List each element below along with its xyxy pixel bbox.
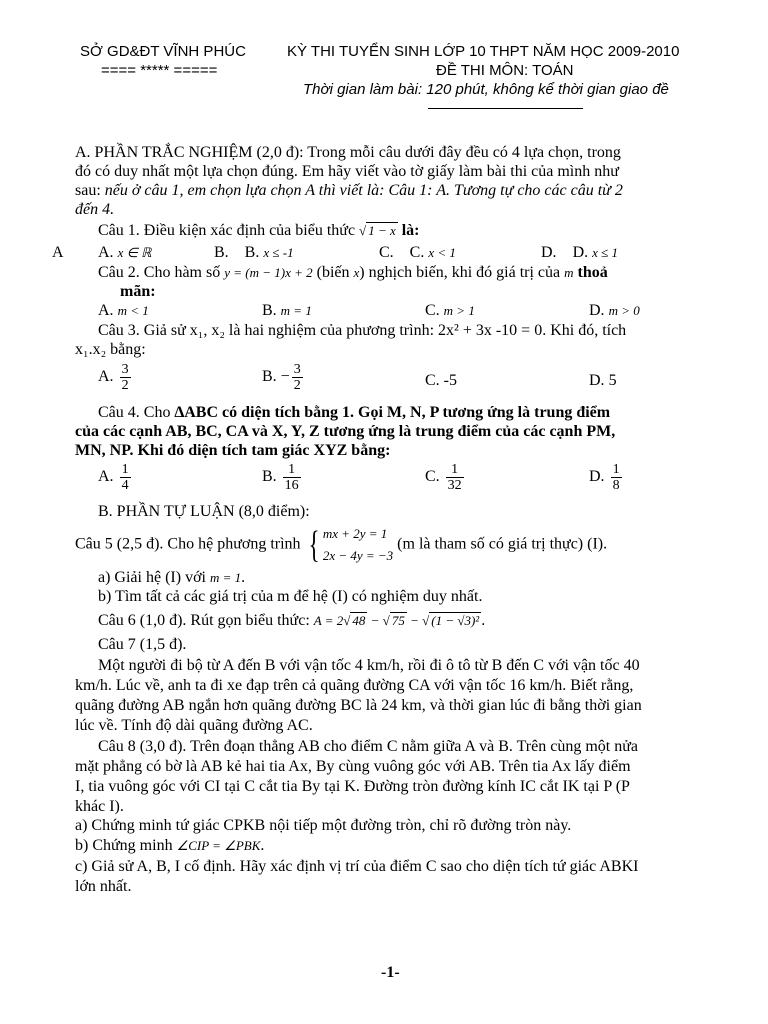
q3-option-d-label: D. [589, 372, 605, 389]
q6-radicand-1: 48 [352, 613, 366, 628]
q1-option-a [98, 243, 151, 262]
q3-option-b-fraction [292, 362, 303, 393]
q4-line3: MN, NP. Khi đó diện tích tam giác XYZ bằng: [75, 442, 391, 459]
part-a-line3 [75, 181, 623, 200]
q2-option-c [425, 301, 475, 320]
department-decoration: ==== ***** ===== [101, 62, 218, 79]
q4-option-a-label: A. [98, 468, 114, 486]
q4-option-a-den: 4 [121, 478, 129, 493]
part-b-title: B. PHẦN TỰ LUẬN (8,0 điểm): [98, 503, 310, 520]
q2-variable: x [353, 265, 360, 280]
q4-option-c-label: C. [425, 468, 440, 486]
q5-part-b: b) Tìm tất cả các giá trị của m để hệ (I) có nghiệm duy nhất. [98, 588, 483, 605]
q8-part-a: a) Chứng minh tứ giác CPKB nội tiếp một đường tròn, chỉ rõ đường tròn này. [75, 817, 572, 834]
time-note: Thời gian làm bài: 120 phút, không kể thời gian giao đề [303, 81, 669, 98]
q2-option-c-label: C. [425, 302, 440, 319]
q8-line4: khác I). [75, 798, 124, 815]
q4-option-c-num: 1 [446, 462, 464, 478]
part-a-line3-italic: nếu ở câu 1, em chọn lựa chọn A thì viết là: Câu 1: A. Tương tự cho các câu từ 2 [104, 182, 623, 199]
q4-option-d-fraction [611, 462, 622, 493]
q3-option-b-num: 3 [293, 362, 301, 377]
q1-option-d-label: D. [572, 244, 589, 261]
q8-part-b-end: . [260, 837, 265, 854]
q8-line2: mặt phẳng có bờ là AB kẻ hai tia Ax, By cùng vuông góc với AB. Trên tia Ax lấy điểm [75, 758, 631, 775]
q1-option-c [379, 243, 456, 262]
q1-option-c-pre: C. [379, 244, 394, 261]
part-a-line2: đó có duy nhất một lựa chọn đúng. Em hãy viết vào tờ giấy làm bài thi của mình như [75, 163, 619, 180]
q3-option-c-label: C. [425, 372, 440, 389]
q8-line1: Câu 8 (3,0 đ). Trên đoạn thẳng AB cho điểm C nằm giữa A và B. Trên cùng một nửa [98, 738, 638, 755]
department-name: SỞ GD&ĐT VĨNH PHÚC [80, 43, 246, 60]
q5-eq1: mx + 2y = 1 [322, 526, 388, 541]
q1-option-b-pre: B. [214, 244, 229, 261]
part-a-line3-plain: sau: [75, 182, 105, 199]
q7-line2: km/h. Lúc về, anh ta đi xe đạp trên cả quãng đường CA với vận tốc 16 km/h. Biết rằng, [75, 677, 634, 694]
q4-option-d [589, 462, 624, 493]
q7-line3: quãng đường AB ngắn hơn quãng đường BC là 24 km, và thời gian lúc đi bằng thời gian [75, 697, 642, 714]
q6-radicand-2: 75 [391, 613, 405, 628]
q3-option-d [589, 371, 617, 390]
q7-line4: lúc về. Tính độ dài quãng đường AC. [75, 717, 313, 734]
q1-option-c-label: C. [409, 244, 425, 261]
q5-stem-end: (m là tham số có giá trị thực) (I). [397, 535, 608, 553]
q3-option-a [98, 362, 133, 393]
q4-option-d-num: 1 [612, 462, 620, 477]
q2-stem-d: thoả [577, 264, 608, 281]
q4-line2: của các cạnh AB, BC, CA và X, Y, Z tương ứng là trung điểm của các cạnh PM, [75, 423, 616, 440]
q3-option-b-label: B. [262, 368, 277, 386]
q2-option-b-label: B. [262, 302, 277, 319]
q2-option-b [262, 301, 312, 320]
q8-part-b-text: b) Chứng minh [75, 837, 173, 854]
q4-option-b [262, 462, 303, 493]
q2-function: y = (m − 1)x + 2 [224, 265, 313, 280]
q2-option-a-value: m < 1 [117, 303, 149, 318]
q3-option-b-sign: − [280, 368, 290, 386]
q3-line2: x₁.x₂ bằng: [75, 341, 146, 358]
q5-part-a [98, 568, 245, 587]
page-number: -1- [381, 964, 400, 981]
q2-stem-e: mãn: [120, 283, 156, 300]
q1-option-b [214, 243, 294, 262]
q6-end: . [481, 612, 486, 629]
q3-option-c-value: -5 [443, 372, 457, 389]
part-a-title: A. PHẦN TRẮC NGHIỆM (2,0 đ): Trong mỗi câu dưới đây đều có 4 lựa chọn, trong [75, 144, 621, 161]
q1-option-d-pre: D. [541, 244, 557, 261]
q3-option-a-den: 2 [121, 378, 129, 393]
q4-option-b-den: 16 [284, 478, 299, 493]
q2-option-c-value: m > 1 [443, 303, 475, 318]
q2-option-a [98, 301, 149, 320]
q4-line1 [98, 403, 610, 422]
q1-option-a-label: A. [98, 244, 114, 261]
q2-stem [98, 263, 608, 282]
q5-stem [75, 523, 607, 567]
q8-line3: I, tia vuông góc với CI tại C cắt tia By tại K. Đường tròn đường kính IC cắt IK tại P (P [75, 778, 630, 795]
exam-subject: ĐỀ THI MÔN: TOÁN [436, 62, 574, 79]
q1-option-b-value: x ≤ -1 [263, 245, 294, 260]
q3-option-c [425, 371, 457, 390]
q2-option-d [589, 301, 640, 320]
q4-option-b-label: B. [262, 468, 277, 486]
part-a-line4: đến 4. [75, 201, 115, 218]
q3-option-d-value: 5 [608, 372, 617, 389]
q1-sqrt-expr: √ 1 − x [359, 223, 396, 238]
q3-option-b-den: 2 [293, 378, 301, 393]
exam-title: KỲ THI TUYỂN SINH LỚP 10 THPT NĂM HỌC 2009-2010 [287, 43, 680, 60]
q4-option-d-label: D. [589, 468, 605, 486]
header-rule [428, 108, 583, 109]
q5-system [323, 523, 393, 567]
q1-radicand: 1 − x [368, 223, 396, 238]
q1-stem-text: Câu 1. Điều kiện xác định của biểu thức [98, 222, 356, 239]
q4-option-b-fraction [283, 462, 301, 493]
q6-radicand-3: (1 − √3)² [431, 613, 480, 628]
q3-option-a-label: A. [98, 368, 114, 386]
q4-option-c [425, 462, 466, 493]
q7-title: Câu 7 (1,5 đ). [98, 636, 187, 653]
q5-system-brace: { [308, 524, 320, 566]
q2-option-a-label: A. [98, 302, 114, 319]
q2-stem-c: ) nghịch biến, khi đó giá trị của [359, 264, 561, 281]
q4-option-b-num: 1 [283, 462, 301, 478]
q3-option-b [262, 362, 305, 393]
q1-stem [98, 221, 420, 240]
q2-option-d-label: D. [589, 302, 605, 319]
q4-option-a-num: 1 [121, 462, 129, 477]
q5-eq2: 2x − 4y = −3 [322, 548, 394, 563]
q2-stem-a: Câu 2. Cho hàm số [98, 264, 221, 281]
q8-part-c-line2: lớn nhất. [75, 878, 132, 895]
q6-expr-b: − [406, 613, 423, 628]
q2-stem-b: (biến [316, 264, 350, 281]
q4-option-c-den: 32 [447, 478, 462, 493]
q4-option-c-fraction [446, 462, 464, 493]
q1-option-a-value: x ∈ ℝ [117, 245, 152, 260]
q3-option-a-fraction [120, 362, 131, 393]
q8-part-b-expr: ∠CIP = ∠PBK [176, 838, 261, 853]
q2-option-b-value: m = 1 [280, 303, 312, 318]
q4-option-a [98, 462, 133, 493]
q5-stem-text: Câu 5 (2,5 đ). Cho hệ phương trình [75, 535, 301, 553]
q2-param: m [564, 265, 574, 280]
q5-part-a-expr: m = 1 [209, 570, 242, 585]
q7-line1: Một người đi bộ từ A đến B với vận tốc 4 km/h, rồi đi ô tô từ B đến C với vận tốc 40 [98, 657, 640, 674]
q6-expr-a: A = 2 [313, 613, 344, 628]
q6-stem [98, 611, 485, 630]
q1-stem-end: là: [401, 222, 420, 239]
q6-expr-mid: − [367, 613, 383, 628]
q1-margin-letter: A [52, 244, 64, 261]
q1-option-b-label: B. [244, 244, 260, 261]
q4-option-a-fraction [120, 462, 131, 493]
q6-expression: A = 2√ 48 − √ 75 − √ (1 − √3)² [313, 613, 480, 628]
q2-option-d-value: m > 0 [608, 303, 640, 318]
q3-line1: Câu 3. Giả sử x₁, x₂ là hai nghiệm của phương trình: 2x² + 3x -10 = 0. Khi đó, tích [98, 322, 627, 339]
q8-part-c-line1: c) Giả sử A, B, I cố định. Hãy xác định vị trí của điểm C sao cho diện tích tứ giác ABKI [75, 858, 639, 875]
q3-option-a-num: 3 [121, 362, 129, 377]
q1-option-c-value: x < 1 [428, 245, 456, 260]
q5-part-a-text: a) Giải hệ (I) với [98, 569, 206, 586]
q5-part-a-end: . [241, 569, 246, 586]
q4-option-d-den: 8 [612, 478, 620, 493]
q1-option-d [541, 243, 618, 262]
q6-stem-text: Câu 6 (1,0 đ). Rút gọn biểu thức: [98, 612, 310, 629]
q4-line1-b: ∆ABC có diện tích bằng 1. Gọi M, N, P tương ứng là trung điểm [174, 404, 611, 421]
q4-line1-a: Câu 4. Cho [98, 404, 171, 421]
q1-option-d-value: x ≤ 1 [592, 245, 619, 260]
q8-part-b [75, 836, 264, 855]
